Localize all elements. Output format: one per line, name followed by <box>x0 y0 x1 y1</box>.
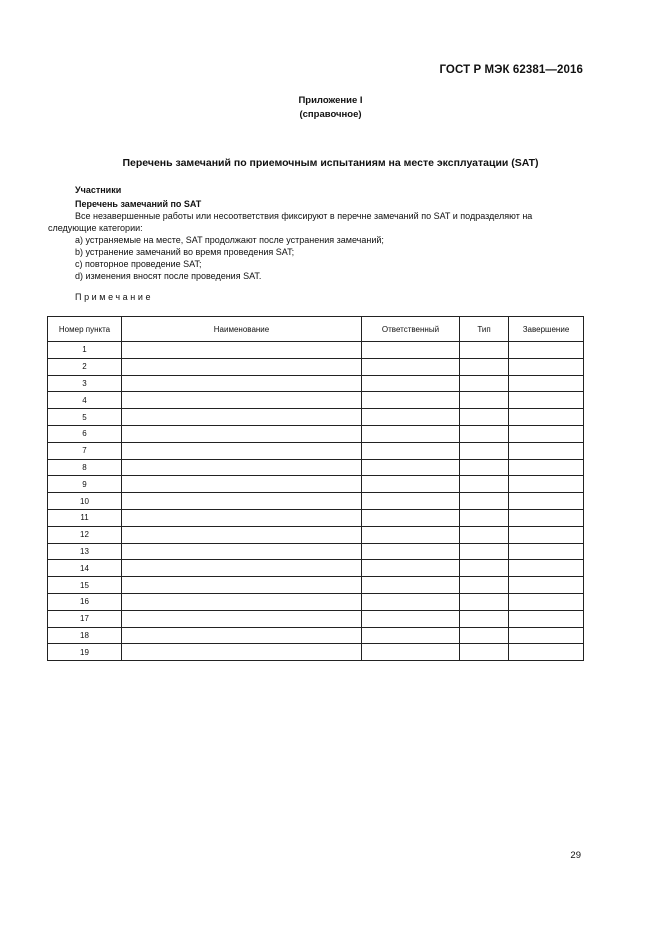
cell-responsible <box>362 543 460 560</box>
cell-completion <box>509 577 584 594</box>
cell-responsible <box>362 526 460 543</box>
cell-completion <box>509 425 584 442</box>
cell-completion <box>509 358 584 375</box>
cell-name <box>122 342 362 359</box>
cell-responsible <box>362 375 460 392</box>
cell-name <box>122 560 362 577</box>
cell-name <box>122 493 362 510</box>
table-row <box>48 409 584 426</box>
cell-item-number: 7 <box>48 442 122 459</box>
table-row <box>48 610 584 627</box>
table-row <box>48 392 584 409</box>
cell-responsible <box>362 342 460 359</box>
table-body <box>48 342 584 661</box>
cell-completion <box>509 476 584 493</box>
cell-responsible <box>362 425 460 442</box>
cell-type <box>460 526 509 543</box>
cell-name <box>122 358 362 375</box>
cell-completion <box>509 459 584 476</box>
cell-item-number: 13 <box>48 543 122 560</box>
table-row <box>48 425 584 442</box>
cell-item-number: 15 <box>48 577 122 594</box>
cell-completion <box>509 409 584 426</box>
cell-completion <box>509 493 584 510</box>
cell-responsible <box>362 476 460 493</box>
cell-name <box>122 627 362 644</box>
appendix-heading <box>0 94 661 122</box>
appendix-subtitle: (справочное) <box>299 109 362 120</box>
page-number: 29 <box>570 850 581 861</box>
cell-responsible <box>362 409 460 426</box>
cell-completion <box>509 509 584 526</box>
cell-item-number: 10 <box>48 493 122 510</box>
cell-responsible <box>362 493 460 510</box>
cell-item-number: 4 <box>48 392 122 409</box>
cell-name <box>122 526 362 543</box>
cell-responsible <box>362 442 460 459</box>
cell-item-number: 8 <box>48 459 122 476</box>
cell-name <box>122 476 362 493</box>
cell-item-number: 16 <box>48 593 122 610</box>
cell-name <box>122 610 362 627</box>
appendix-title: Приложение I <box>298 95 363 106</box>
cell-item-number: 19 <box>48 644 122 661</box>
cell-name <box>122 509 362 526</box>
column-header-name: Наименование <box>122 317 362 342</box>
cell-responsible <box>362 358 460 375</box>
column-header-type: Тип <box>460 317 509 342</box>
cell-type <box>460 392 509 409</box>
cell-name <box>122 577 362 594</box>
table-row <box>48 342 584 359</box>
cell-completion <box>509 375 584 392</box>
cell-completion <box>509 560 584 577</box>
cell-name <box>122 425 362 442</box>
list-heading: Перечень замечаний по SAT <box>75 199 202 209</box>
cell-type <box>460 342 509 359</box>
cell-completion <box>509 610 584 627</box>
column-header-completion: Завершение <box>509 317 584 342</box>
cell-completion <box>509 342 584 359</box>
cell-responsible <box>362 392 460 409</box>
note-label: Примечание <box>75 292 154 302</box>
cell-type <box>460 425 509 442</box>
column-header-item-number: Номер пункта <box>48 317 122 342</box>
table-row <box>48 560 584 577</box>
cell-responsible <box>362 509 460 526</box>
table-row <box>48 459 584 476</box>
page-title: Перечень замечаний по приемочным испытаниям на месте эксплуатации (SAT) <box>122 157 539 169</box>
cell-type <box>460 543 509 560</box>
column-header-responsible: Ответственный <box>362 317 460 342</box>
list-item: b) устранение замечаний во время проведения SAT; <box>75 247 295 257</box>
list-item: c) повторное проведение SAT; <box>75 259 202 269</box>
cell-name <box>122 409 362 426</box>
cell-item-number: 1 <box>48 342 122 359</box>
cell-item-number: 17 <box>48 610 122 627</box>
cell-name <box>122 543 362 560</box>
cell-responsible <box>362 593 460 610</box>
cell-type <box>460 375 509 392</box>
table-row <box>48 644 584 661</box>
cell-type <box>460 442 509 459</box>
cell-name <box>122 644 362 661</box>
table-row <box>48 543 584 560</box>
table-row <box>48 375 584 392</box>
cell-item-number: 5 <box>48 409 122 426</box>
table-row <box>48 358 584 375</box>
participants-heading: Участники <box>75 185 122 195</box>
cell-responsible <box>362 610 460 627</box>
cell-type <box>460 577 509 594</box>
cell-name <box>122 593 362 610</box>
cell-responsible <box>362 560 460 577</box>
cell-type <box>460 409 509 426</box>
list-item: d) изменения вносят после проведения SAT. <box>75 271 262 281</box>
table-row <box>48 442 584 459</box>
table-row <box>48 476 584 493</box>
cell-item-number: 12 <box>48 526 122 543</box>
cell-completion <box>509 442 584 459</box>
cell-name <box>122 459 362 476</box>
table-header-row <box>48 317 584 342</box>
cell-type <box>460 644 509 661</box>
cell-type <box>460 509 509 526</box>
cell-item-number: 2 <box>48 358 122 375</box>
cell-completion <box>509 543 584 560</box>
cell-item-number: 14 <box>48 560 122 577</box>
cell-completion <box>509 526 584 543</box>
cell-item-number: 18 <box>48 627 122 644</box>
cell-name <box>122 442 362 459</box>
cell-item-number: 11 <box>48 509 122 526</box>
cell-name <box>122 392 362 409</box>
cell-type <box>460 493 509 510</box>
table-row <box>48 526 584 543</box>
cell-completion <box>509 392 584 409</box>
list-item: a) устраняемые на месте, SAT продолжают после устранения замечаний; <box>75 235 384 245</box>
cell-type <box>460 560 509 577</box>
remarks-table <box>47 316 584 661</box>
cell-item-number: 6 <box>48 425 122 442</box>
cell-responsible <box>362 459 460 476</box>
cell-completion <box>509 644 584 661</box>
table-row <box>48 593 584 610</box>
cell-item-number: 9 <box>48 476 122 493</box>
cell-responsible <box>362 644 460 661</box>
cell-type <box>460 610 509 627</box>
cell-responsible <box>362 577 460 594</box>
cell-type <box>460 593 509 610</box>
table-row <box>48 627 584 644</box>
cell-type <box>460 358 509 375</box>
cell-item-number: 3 <box>48 375 122 392</box>
table-row <box>48 493 584 510</box>
cell-responsible <box>362 627 460 644</box>
cell-type <box>460 459 509 476</box>
standard-code: ГОСТ Р МЭК 62381—2016 <box>439 64 583 76</box>
table-row <box>48 577 584 594</box>
cell-type <box>460 627 509 644</box>
cell-type <box>460 476 509 493</box>
intro-line-1: Все незавершенные работы или несоответствия фиксируют в перечне замечаний по SAT и подразделяют на <box>75 211 533 221</box>
cell-completion <box>509 593 584 610</box>
intro-line-2: следующие категории: <box>48 223 143 233</box>
table-row <box>48 509 584 526</box>
cell-name <box>122 375 362 392</box>
cell-completion <box>509 627 584 644</box>
body-text <box>48 184 585 282</box>
